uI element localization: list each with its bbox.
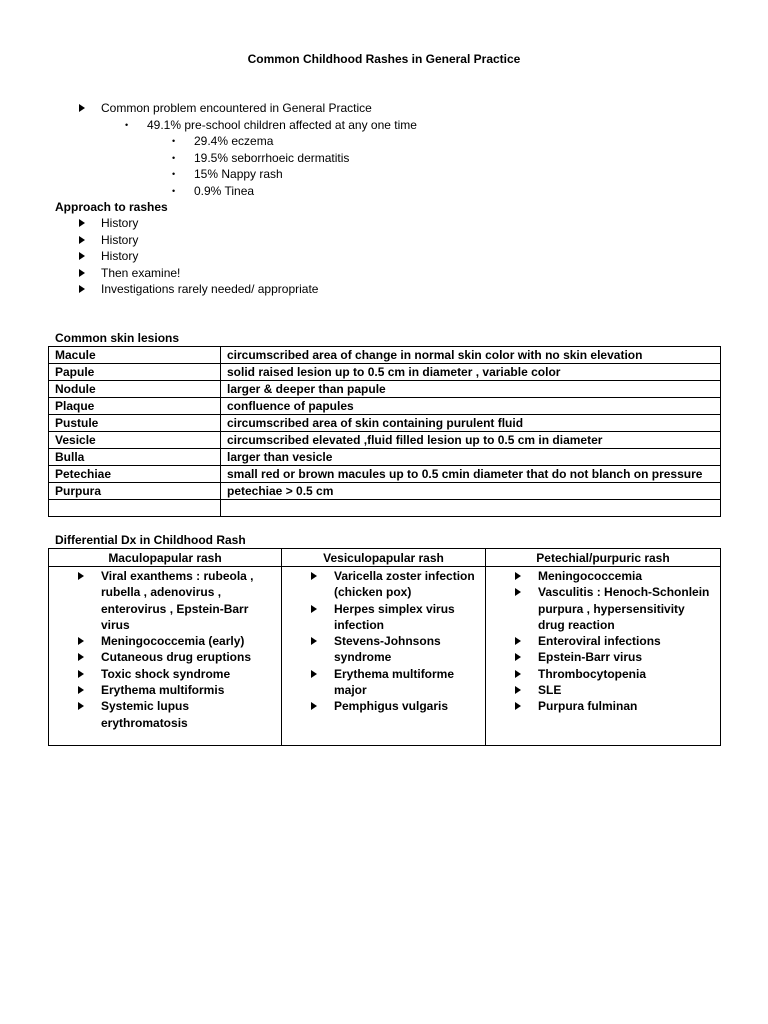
dot-bullet-icon: • — [172, 185, 176, 196]
triangle-bullet-icon — [78, 653, 84, 661]
approach-heading: Approach to rashes — [55, 200, 168, 214]
table-row — [49, 567, 721, 746]
approach-list — [76, 215, 676, 298]
differential-table — [48, 548, 721, 746]
list-item: Cutaneous drug eruptions — [49, 649, 281, 665]
intro-list — [76, 100, 676, 199]
lesion-definition: larger & deeper than papule — [221, 381, 721, 398]
list-item: • 49.1% pre-school children affected at any one time — [125, 117, 417, 132]
lesions-heading: Common skin lesions — [55, 331, 180, 345]
triangle-bullet-icon — [515, 588, 521, 596]
dot-bullet-icon: • — [172, 169, 176, 179]
triangle-bullet-icon — [515, 572, 521, 580]
column-header: Maculopapular rash — [49, 549, 282, 567]
lesion-term: Nodule — [49, 381, 221, 398]
dot-bullet-icon: • — [125, 119, 129, 130]
lesion-term: Bulla — [49, 449, 221, 466]
lesion-term: Papule — [49, 364, 221, 381]
triangle-bullet-icon — [515, 637, 521, 645]
lesion-term — [49, 500, 221, 517]
list-item: History — [76, 215, 676, 232]
triangle-bullet-icon — [78, 702, 84, 710]
lesion-definition: confluence of papules — [221, 398, 721, 415]
list-item: Meningococcemia (early) — [49, 633, 281, 649]
lesion-definition: circumscribed area of change in normal skin color with no skin elevation — [221, 347, 721, 364]
table-row — [49, 449, 721, 466]
list-item: Pemphigus vulgaris — [282, 698, 485, 714]
list-item: Epstein-Barr virus — [486, 649, 720, 665]
petechial-list — [486, 568, 720, 715]
dot-bullet-icon: • — [172, 136, 176, 146]
page-title: Common Childhood Rashes in General Practice — [247, 52, 521, 66]
list-item: Herpes simplex virus infection — [282, 601, 485, 634]
lesion-term: Petechiae — [49, 466, 221, 483]
triangle-bullet-icon — [515, 670, 521, 678]
table-row — [49, 432, 721, 449]
triangle-bullet-icon — [311, 702, 317, 710]
list-item: Toxic shock syndrome — [49, 666, 281, 682]
list-item: Meningococcemia — [486, 568, 720, 584]
triangle-bullet-icon — [78, 686, 84, 694]
lesion-definition: small red or brown macules up to 0.5 cmin diameter that do not blanch on pressure — [221, 466, 721, 483]
maculopapular-list — [49, 568, 281, 731]
lesion-term: Pustule — [49, 415, 221, 432]
lesion-definition: circumscribed elevated ,fluid filled lesion up to 0.5 cm in diameter — [221, 432, 721, 449]
lesion-term: Vesicle — [49, 432, 221, 449]
triangle-bullet-icon — [311, 670, 317, 678]
list-item: History — [76, 232, 676, 249]
triangle-bullet-icon — [515, 653, 521, 661]
triangle-bullet-icon — [515, 702, 521, 710]
list-item: Investigations rarely needed/ appropriate — [76, 281, 676, 298]
triangle-bullet-icon — [79, 104, 85, 112]
table-row — [49, 415, 721, 432]
table-row — [49, 466, 721, 483]
lesion-definition: circumscribed area of skin containing purulent fluid — [221, 415, 721, 432]
triangle-bullet-icon — [78, 637, 84, 645]
lesion-term: Macule — [49, 347, 221, 364]
lesion-definition: larger than vesicle — [221, 449, 721, 466]
triangle-bullet-icon — [311, 572, 317, 580]
list-item: Varicella zoster infection (chicken pox) — [282, 568, 485, 601]
lesion-definition: petechiae > 0.5 cm — [221, 483, 721, 500]
triangle-bullet-icon — [515, 686, 521, 694]
list-item: • 0.9% Tinea — [172, 183, 255, 198]
maculopapular-cell — [49, 567, 282, 746]
skin-lesions-table — [48, 346, 721, 517]
table-row — [49, 364, 721, 381]
list-item: Viral exanthems : rubeola , rubella , adenovirus , enterovirus , Epstein-Barr virus — [49, 568, 281, 633]
vesiculopapular-list — [282, 568, 485, 715]
list-item: Enteroviral infections — [486, 633, 720, 649]
list-item: Systemic lupus erythromatosis — [49, 698, 281, 731]
table-header-row — [49, 549, 721, 567]
triangle-bullet-icon — [79, 236, 85, 244]
differential-heading: Differential Dx in Childhood Rash — [55, 533, 246, 547]
list-item: History — [76, 248, 676, 265]
petechial-cell — [486, 567, 721, 746]
triangle-bullet-icon — [79, 219, 85, 227]
list-item: • 19.5% seborrhoeic dermatitis — [172, 150, 350, 165]
table-row — [49, 500, 721, 517]
lesion-term: Purpura — [49, 483, 221, 500]
column-header: Vesiculopapular rash — [282, 549, 486, 567]
list-item: Purpura fulminan — [486, 698, 720, 714]
triangle-bullet-icon — [79, 269, 85, 277]
list-item: • 15% Nappy rash — [172, 167, 283, 181]
table-row — [49, 347, 721, 364]
list-item: Vasculitis : Henoch-Schonlein purpura , hypersensitivity drug reaction — [486, 584, 720, 633]
list-item: Stevens-Johnsons syndrome — [282, 633, 485, 666]
lesion-term: Plaque — [49, 398, 221, 415]
list-item: Then examine! — [76, 265, 676, 282]
triangle-bullet-icon — [78, 572, 84, 580]
triangle-bullet-icon — [79, 252, 85, 260]
list-item: Erythema multiformis — [49, 682, 281, 698]
table-row — [49, 398, 721, 415]
list-item: Erythema multiforme major — [282, 666, 485, 699]
list-item: SLE — [486, 682, 720, 698]
dot-bullet-icon: • — [172, 152, 176, 163]
triangle-bullet-icon — [79, 285, 85, 293]
table-row — [49, 381, 721, 398]
triangle-bullet-icon — [311, 605, 317, 613]
vesiculopapular-cell — [282, 567, 486, 746]
lesion-definition — [221, 500, 721, 517]
lesion-definition: solid raised lesion up to 0.5 cm in diameter , variable color — [221, 364, 721, 381]
list-item: • 29.4% eczema — [172, 134, 274, 148]
list-item: Common problem encountered in General Practice — [76, 100, 676, 117]
table-row — [49, 483, 721, 500]
triangle-bullet-icon — [311, 637, 317, 645]
list-item: Thrombocytopenia — [486, 666, 720, 682]
triangle-bullet-icon — [78, 670, 84, 678]
column-header: Petechial/purpuric rash — [486, 549, 721, 567]
